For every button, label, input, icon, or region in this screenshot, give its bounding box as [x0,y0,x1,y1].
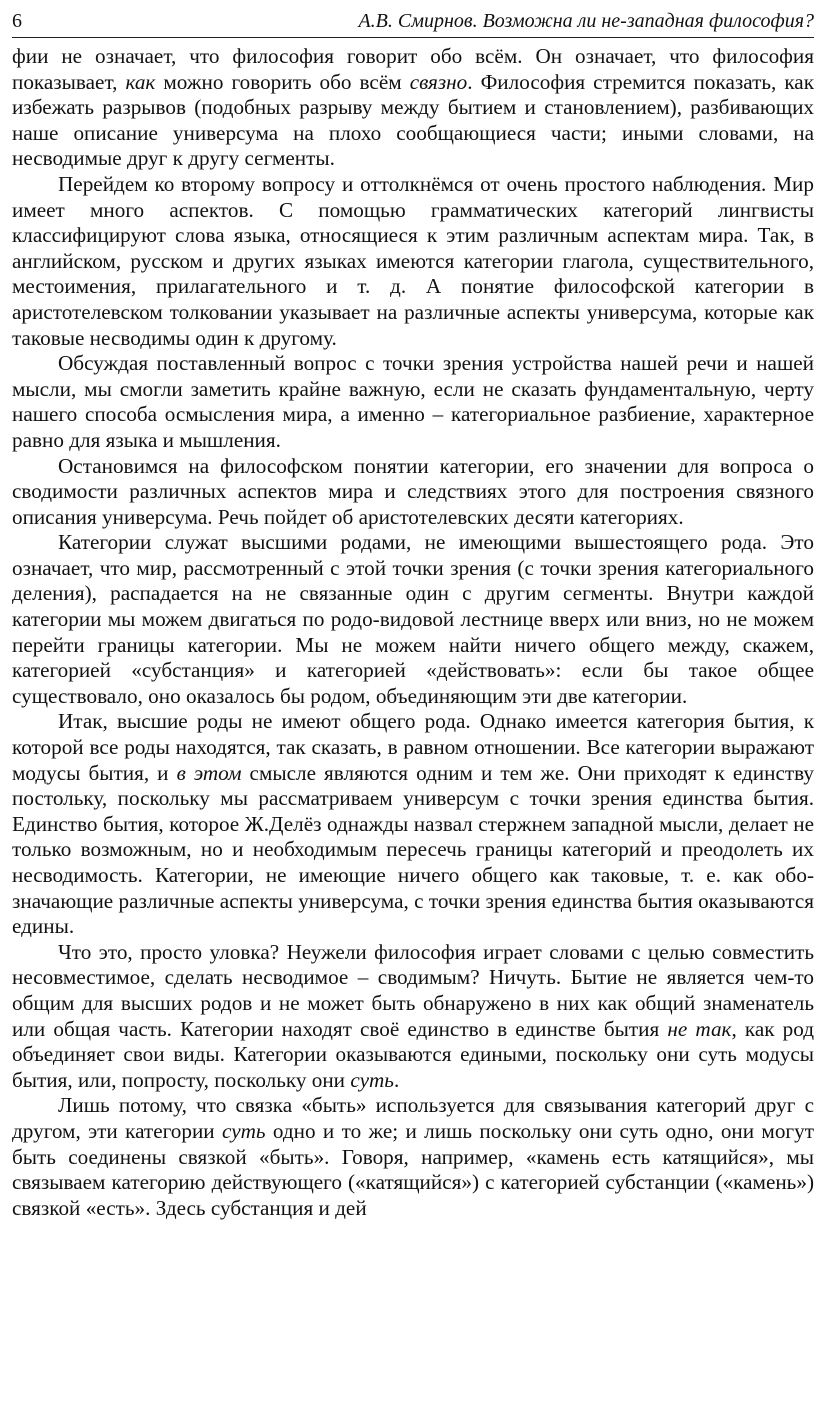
text-run: фии не означает, что философия говорит обо всём. Он означает, что философия показывает, [12,44,814,94]
text-run: смысле являются одним и тем же. Они приходят к единству постольку, поскольку мы рассматриваем универсум с точки зрения единства бытия. Единство бытия, которое Ж.Делёз однажды назвал стержнем западной мысли, делает не только возможным, но и необходимым пересечь границы категорий и преодолеть их несводимость. Категории, не имеющие ничего общего как таковые, т. е. как обозначающие различные аспекты универсума, с точки зрения единства бытия оказываются едины. [12,760,815,939]
paragraph [12,709,814,939]
paragraph [12,1093,814,1221]
text-run: можно говорить обо всём [155,69,410,94]
text-run: . [393,1067,400,1092]
italic-text: как [125,69,156,94]
paragraph [12,940,814,1094]
text-run: . Философия стремится показать, как избежать разрывов (подобных разрыву между бытием и становлением), разбивающих наше описание универсума на плохо сообщающиеся части; иными словами, на несводимые друг к другу сегменты. [12,69,815,171]
italic-text: в этом [176,760,242,785]
text-run: Остановимся на философском понятии категории, его значении для вопроса о сводимости различных аспектов мира и следствиях этого для построения связного описания универсума. Речь пойдет об аристотелевских десяти категориях. [12,453,814,529]
text-run: Категории служат высшими родами, не имеющими вышестоящего рода. Это означает, что мир, рассмотренный с этой точки зрения (с точки зрения категориального деления), распадается на не связанные один с другим сегменты. Внутри каждой категории мы можем двигаться по родо-видовой лестнице вверх или вниз, но не можем перейти границы категории. Мы не можем найти ничего общего между, скажем, категорией «субстанция» и категорией «действовать»: если бы такое общее существовало, оно оказалось бы родом, объединяющим эти две категории. [12,530,814,708]
italic-text: суть [350,1067,394,1092]
italic-text: суть [221,1118,266,1143]
running-header [12,6,814,38]
paragraph [12,454,814,531]
text-run: Итак, высшие роды не имеют общего рода. Однако имеется категория бытия, к которой все роды находятся, так сказать, в равном отношении. Все категории выражают модусы бытия, и [12,709,814,785]
italic-text: связно [409,69,468,94]
text-run: Обсуждая поставленный вопрос с точки зрения устройства нашей речи и нашей мысли, мы смогли заметить крайне важную, если не сказать фундаментальную, черту нашего способа осмысления мира, а именно – категориальное разбиение, характерное равно для языка и мышления. [12,351,814,452]
text-run: Перейдем ко второму вопросу и оттолкнёмся от очень простого наблюдения. Мир имеет много аспектов. С помощью грамматических категорий лингвисты классифицируют слова языка, относящиеся к этим различным аспектам мира. Так, в английском, русском и других языках имеются категории глагола, существительного, местоимения, прилагательного и т. д. А понятие философской категории в аристотелевском толковании указывает на различные аспекты универсума, которые как таковые несводимы один к другому. [12,171,814,350]
text-run: одно и то же; и лишь поскольку они суть одно, они могут быть соединены связкой «быть». Говоря, например, «камень есть катящийся», мы связываем категорию действующего («катящийся») с категорией субстанции («камень») связкой «есть». Здесь субстанция и дей [12,1118,814,1220]
page-number: 6 [12,10,22,32]
text-run: Лишь потому, что связка «быть» используется для связывания категорий друг с другом, эти категории [12,1093,814,1143]
paragraph [12,172,814,351]
paragraph [12,530,814,709]
running-title: А.В. Смирнов. Возможна ли не-западная философия? [358,10,814,32]
page-body [12,44,814,1221]
text-run: Что это, просто уловка? Неужели философия играет словами с целью совместить несовместимое, сделать несводимое – сводимым? Ничуть. Бытие не является чем-то общим для высших родов и не может быть обнаружено в них как общий знаменатель или общая часть. Категории находят своё единство в единстве бытия [12,939,814,1041]
italic-text: не так [667,1016,732,1041]
text-run: , как род объединяет свои виды. Категории оказываются едиными, поскольку они суть модусы бытия, или, попросту, поскольку они [12,1016,815,1092]
paragraph [12,351,814,453]
paragraph [12,44,814,172]
